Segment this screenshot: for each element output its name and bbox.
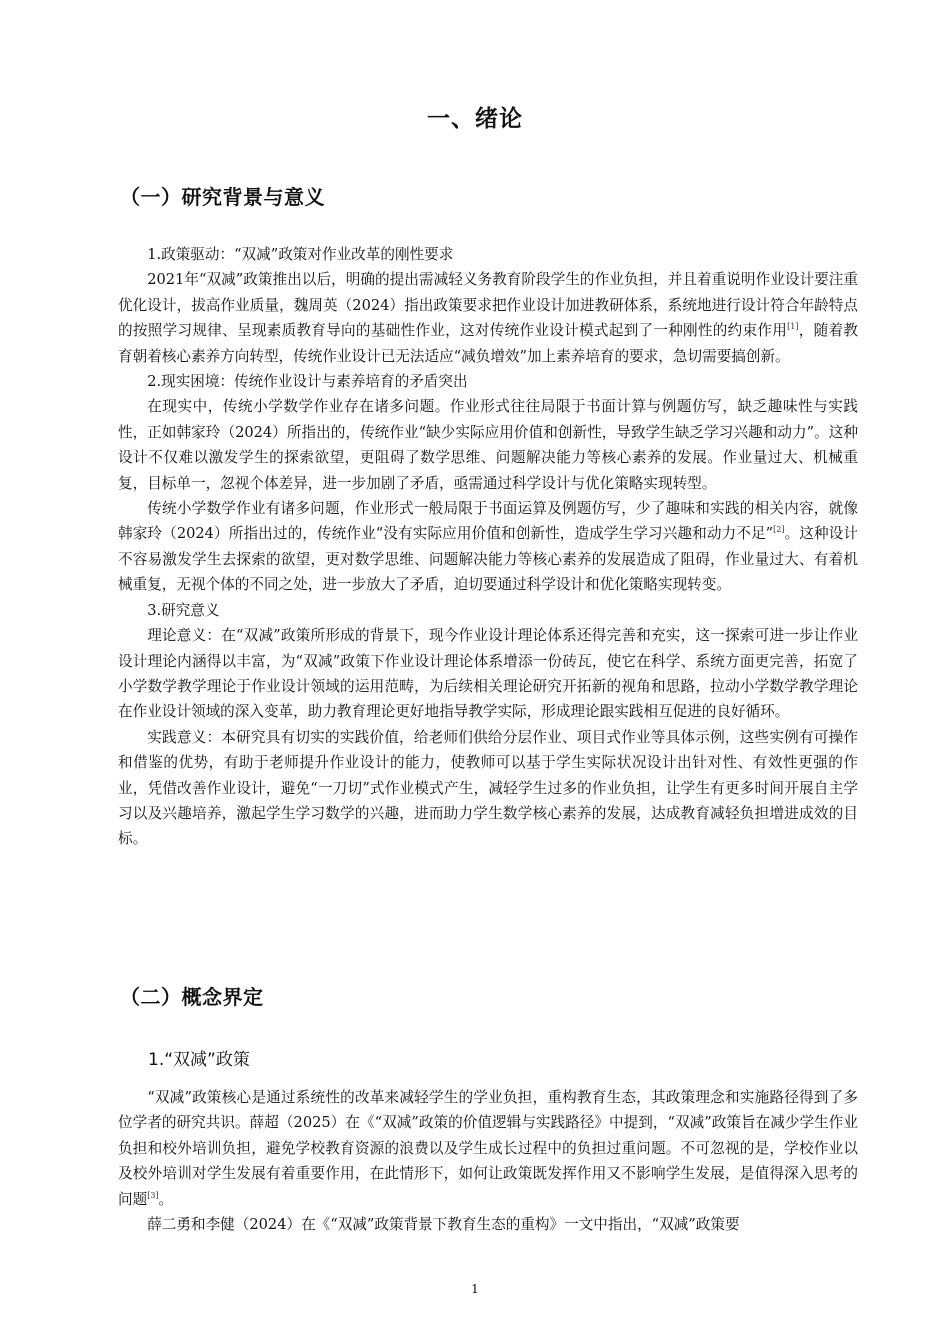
subheading-research-significance: 3.研究意义 xyxy=(147,601,220,619)
paragraph: 在现实中，传统小学数学作业存在诸多问题。作业形式往往局限于书面计算与例题仿写，缺乏趣味性与实践性，正如韩家玲（2024）所指出的，传统作业“缺少实际应用价值和创新性，导致学生缺乏学习兴趣和动力”。这种设计不仅难以激发学生的探索欲望，更阻碍了数学思维、问题解决能力等核心素养的发展。作业量过大、机械重复，目标单一，忽视个体差异，进一步加剧了矛盾，亟需通过科学设计与优化策略实现转型。 xyxy=(118,398,858,492)
paragraph: 薛二勇和李健（2024）在《“双减”政策背景下教育生态的重构》一文中指出，“双减”政策要 xyxy=(147,1216,740,1234)
section-background-body xyxy=(118,242,858,852)
chapter-title: 一、绪论 xyxy=(427,106,523,132)
citation: [3] xyxy=(147,1190,159,1200)
section-heading-background: （一）研究背景与意义 xyxy=(120,185,325,209)
paragraph: 2021年“双减”政策推出以后，明确的提出需减轻义务教育阶段学生的作业负担，并且着重说明作业设计要注重优化设计，拔高作业质量，魏周英（2024）指出政策要求把作业设计加进教研体系，系统地进行设计符合年龄特点的按照学习规律、呈现素质教育导向的基础性作业，这对传统作业设计模式起到了一种刚性的约束作用[1]，随着教育朝着核心素养方向转型，传统作业设计已无法适应“减负增效”加上素养培育的要求，急切需要搞创新。 xyxy=(118,271,858,365)
subheading-policy-driver: 1.政策驱动：“双减”政策对作业改革的刚性要求 xyxy=(147,246,454,263)
paragraph: 实践意义：本研究具有切实的实践价值，给老师们供给分层作业、项目式作业等具体示例，这些实例有可操作和借鉴的优势，有助于老师提升作业设计的能力，使教师可以基于学生实际状况设计出针对性、有效性更强的作业，凭借改善作业设计，避免“一刀切”式作业模式产生，减轻学生过多的作业负担，让学生有更多时间开展自主学习以及兴趣培养，激起学生学习数学的兴趣，进而助力学生数学核心素养的发展，达成教育减轻负担增进成效的目标。 xyxy=(118,728,858,848)
subsection-heading-double-reduction: 1.“双减”政策 xyxy=(148,1050,250,1070)
paragraph: 传统小学数学作业有诸多问题，作业形式一般局限于书面运算及例题仿写，少了趣味和实践的相关内容，就像韩家玲（2024）所指出过的，传统作业“没有实际应用价值和创新性，造成学生学习兴趣和动力不足”[2]。这种设计不容易激发学生去探索的欲望，更对数学思维、问题解决能力等核心素养的发展造成了阻碍，作业量过大、有着机械重复，无视个体的不同之处，进一步放大了矛盾，迫切要通过科学设计和优化策略实现转变。 xyxy=(118,500,858,594)
paragraph: “双减”政策核心是通过系统性的改革来减轻学生的学业负担，重构教育生态，其政策理念和实施路径得到了多位学者的研究共识。薛超（2025）在《“双减”政策的价值逻辑与实践路径》中提到，“双减”政策旨在减少学生作业负担和校外培训负担，避免学校教育资源的浪费以及学生成长过程中的负担过重问题。不可忽视的是，学校作业以及校外培训对学生发展有着重要作用，在此情形下，如何让政策既发挥作用又不影响学生发展，是值得深入思考的问题[3]。 xyxy=(118,1089,858,1208)
section-concepts-body xyxy=(118,1085,858,1237)
citation: [1] xyxy=(787,322,799,332)
section-heading-concepts: （二）概念界定 xyxy=(120,985,264,1009)
subheading-reality-dilemma: 2.现实困境：传统作业设计与素养培育的矛盾突出 xyxy=(147,373,468,391)
citation: [2] xyxy=(773,525,785,535)
page-number: 1 xyxy=(471,1282,479,1296)
paragraph: 理论意义：在“双减”政策所形成的背景下，现今作业设计理论体系还得完善和充实，这一探索可进一步让作业设计理论内涵得以丰富，为“双减”政策下作业设计理论体系增添一份砖瓦，使它在科学、系统方面更完善，拓宽了小学数学教学理论于作业设计领域的运用范畴，为后续相关理论研究开拓新的视角和思路，拉动小学数学教学理论在作业设计领域的深入变革，助力教育理论更好地指导教学实际，形成理论跟实践相互促进的良好循环。 xyxy=(118,627,858,721)
